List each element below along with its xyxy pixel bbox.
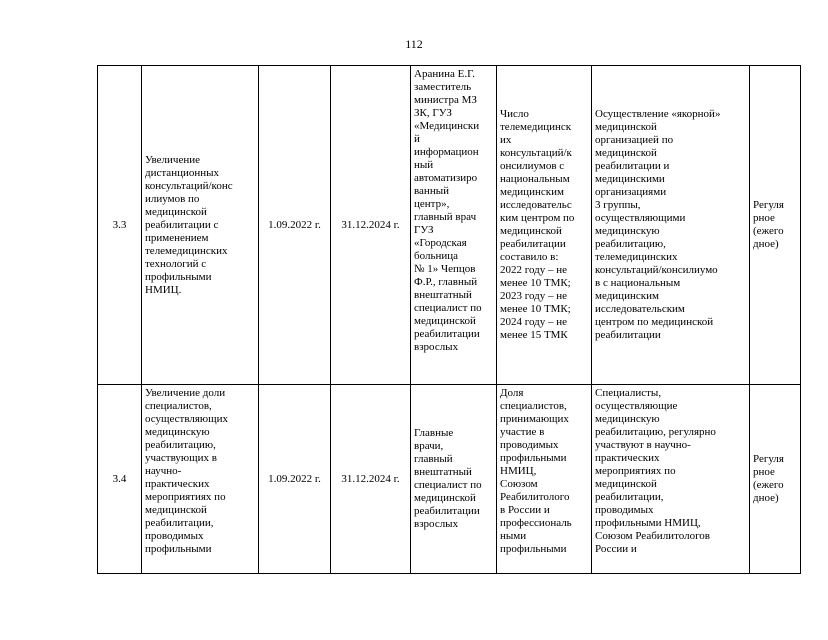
table-row (98, 385, 801, 574)
measure-name: Увеличение доли специалистов, осуществляющих медицинскую реабилитацию, участвующих в научно- практических мероприятиях по медицинской реабилитации, проводимых профильными (142, 385, 259, 574)
row-number: 3.4 (98, 385, 142, 574)
responsible: Аранина Е.Г. заместитель министра МЗ ЗК, ГУЗ «Медицински й информацион ный автоматизиро ванный центр», главный врач ГУЗ «Городская больница № 1» Чепцов Ф.Р., главный внештатный специалист по медицинской реабилитации взрослых (411, 66, 497, 385)
result: Специалисты, осуществляющие медицинскую реабилитацию, регулярно участвуют в научно- практических мероприятиях по медицинской реабилитации, проводимых профильными НМИЦ, Союзом Реабилитологов России и (592, 385, 750, 574)
end-date: 31.12.2024 г. (331, 66, 411, 385)
row-number: 3.3 (98, 66, 142, 385)
table-row (98, 66, 801, 385)
frequency: Регуля рное (ежего дное) (750, 66, 801, 385)
measure-name: Увеличение дистанционных консультаций/конс илиумов по медицинской реабилитации с применением телемедицинских технологий с профильными НМИЦ. (142, 66, 259, 385)
start-date: 1.09.2022 г. (259, 66, 331, 385)
result: Осуществление «якорной» медицинской организацией по медицинской реабилитации и медицинскими организациями 3 группы, осуществляющими медицинскую реабилитацию, телемедицинских консультаций/консилиумо в с национальным медицинским исследовательским центром по медицинской реабилитации (592, 66, 750, 385)
page-number: 112 (405, 37, 423, 51)
indicator: Доля специалистов, принимающих участие в проводимых профильными НМИЦ, Союзом Реабилитолого в России и профессиональ ными профильными (497, 385, 592, 574)
end-date: 31.12.2024 г. (331, 385, 411, 574)
indicator: Число телемедицинск их консультаций/к онсилиумов с национальным медицинским исследовательс ким центром по медицинской реабилитации составило в: 2022 году – не менее 10 ТМК; 2023 году – не менее 10 ТМК; 2024 году – не менее 15 ТМК (497, 66, 592, 385)
start-date: 1.09.2022 г. (259, 385, 331, 574)
measures-table (97, 65, 801, 574)
frequency: Регуля рное (ежего дное) (750, 385, 801, 574)
responsible: Главные врачи, главный внештатный специалист по медицинской реабилитации взрослых (411, 385, 497, 574)
